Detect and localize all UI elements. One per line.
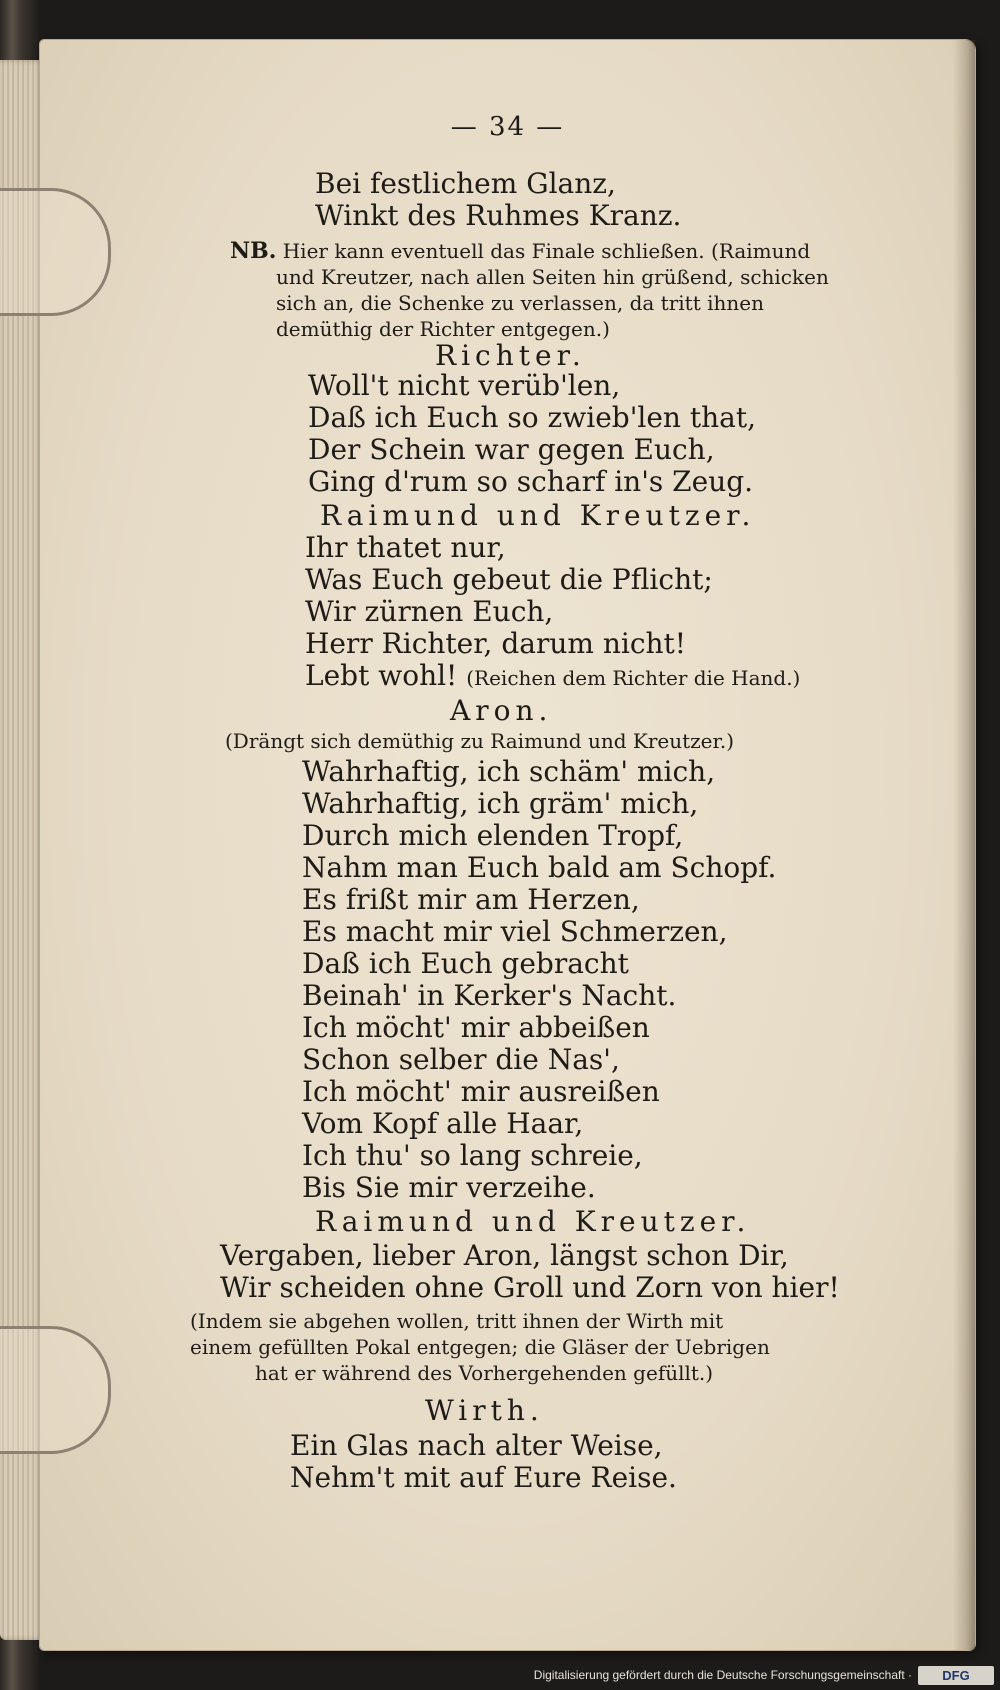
page-number: — 34 —: [450, 112, 565, 142]
speaker-name: Raimund und Kreutzer.: [320, 499, 756, 532]
nb-note: [230, 238, 810, 264]
verse-line: Beinah' in Kerker's Nacht.: [302, 979, 677, 1012]
speaker-name: Wirth.: [425, 1394, 544, 1427]
verse-line: Was Euch gebeut die Pflicht;: [305, 563, 713, 596]
verse-line: Wahrhaftig, ich gräm' mich,: [302, 787, 699, 820]
stage-direction: demüthig der Richter entgegen.): [276, 317, 610, 341]
stage-direction: einem gefüllten Pokal entgegen; die Gläser der Uebrigen: [190, 1335, 770, 1359]
verse-line: Es frißt mir am Herzen,: [302, 883, 640, 916]
verse-line: Nehm't mit auf Eure Reise.: [290, 1461, 677, 1494]
verse-line: Ein Glas nach alter Weise,: [290, 1429, 663, 1462]
stage-direction: Hier kann eventuell das Finale schließen. (Raimund: [282, 239, 811, 263]
page-clip: [0, 1326, 111, 1454]
speaker-name: Raimund und Kreutzer.: [315, 1205, 751, 1238]
verse-line: Ich möcht' mir ausreißen: [302, 1075, 660, 1108]
verse-line: Daß ich Euch so zwieb'len that,: [308, 401, 756, 434]
stage-direction: und Kreutzer, nach allen Seiten hin grüßend, schicken: [276, 265, 829, 289]
dfg-logo: DFG: [918, 1666, 994, 1685]
verse-line: Vergaben, lieber Aron, längst schon Dir,: [220, 1239, 789, 1272]
verse-line: Daß ich Euch gebracht: [302, 947, 629, 980]
verse-line-with-direction: [305, 660, 800, 692]
verse-line: Nahm man Euch bald am Schopf.: [302, 851, 777, 884]
verse-line: Der Schein war gegen Euch,: [308, 433, 715, 466]
verse-line: Ich thu' so lang schreie,: [302, 1139, 643, 1172]
verse-line: Wir scheiden ohne Groll und Zorn von hier!: [220, 1271, 840, 1304]
page-text: [40, 40, 975, 1650]
book-page: [40, 40, 975, 1650]
verse-line: Ich möcht' mir abbeißen: [302, 1011, 650, 1044]
nb-label: NB.: [230, 238, 277, 264]
stage-direction: sich an, die Schenke zu verlassen, da tritt ihnen: [276, 291, 764, 315]
verse-line: Es macht mir viel Schmerzen,: [302, 915, 728, 948]
verse-text: Lebt wohl!: [305, 659, 458, 692]
stage-direction: hat er während des Vorhergehenden gefüllt.): [255, 1361, 714, 1385]
verse-line: Ihr thatet nur,: [305, 531, 506, 564]
verse-line: Woll't nicht verüb'len,: [308, 369, 621, 402]
digitization-credit: Digitalisierung gefördert durch die Deutsche Forschungsgemeinschaft ·: [533, 1668, 912, 1682]
verse-line: Wahrhaftig, ich schäm' mich,: [302, 755, 716, 788]
verse-line: Durch mich elenden Tropf,: [302, 819, 684, 852]
verse-line: Herr Richter, darum nicht!: [305, 627, 687, 660]
page-clip: [0, 188, 111, 316]
verse-line: Vom Kopf alle Haar,: [302, 1107, 584, 1140]
stage-direction: (Reichen dem Richter die Hand.): [466, 666, 801, 690]
verse-line: Wir zürnen Euch,: [305, 595, 554, 628]
verse-line: Schon selber die Nas',: [302, 1043, 620, 1076]
stage-direction: (Indem sie abgehen wollen, tritt ihnen der Wirth mit: [190, 1309, 724, 1333]
verse-line: Winkt des Ruhmes Kranz.: [315, 199, 682, 232]
verse-line: Ging d'rum so scharf in's Zeug.: [308, 465, 754, 498]
speaker-name: Richter.: [435, 339, 586, 372]
stage-direction: (Drängt sich demüthig zu Raimund und Kreutzer.): [225, 729, 735, 753]
verse-line: Bei festlichem Glanz,: [315, 167, 616, 200]
verse-line: Bis Sie mir verzeihe.: [302, 1171, 596, 1204]
speaker-name: Aron.: [450, 694, 553, 727]
